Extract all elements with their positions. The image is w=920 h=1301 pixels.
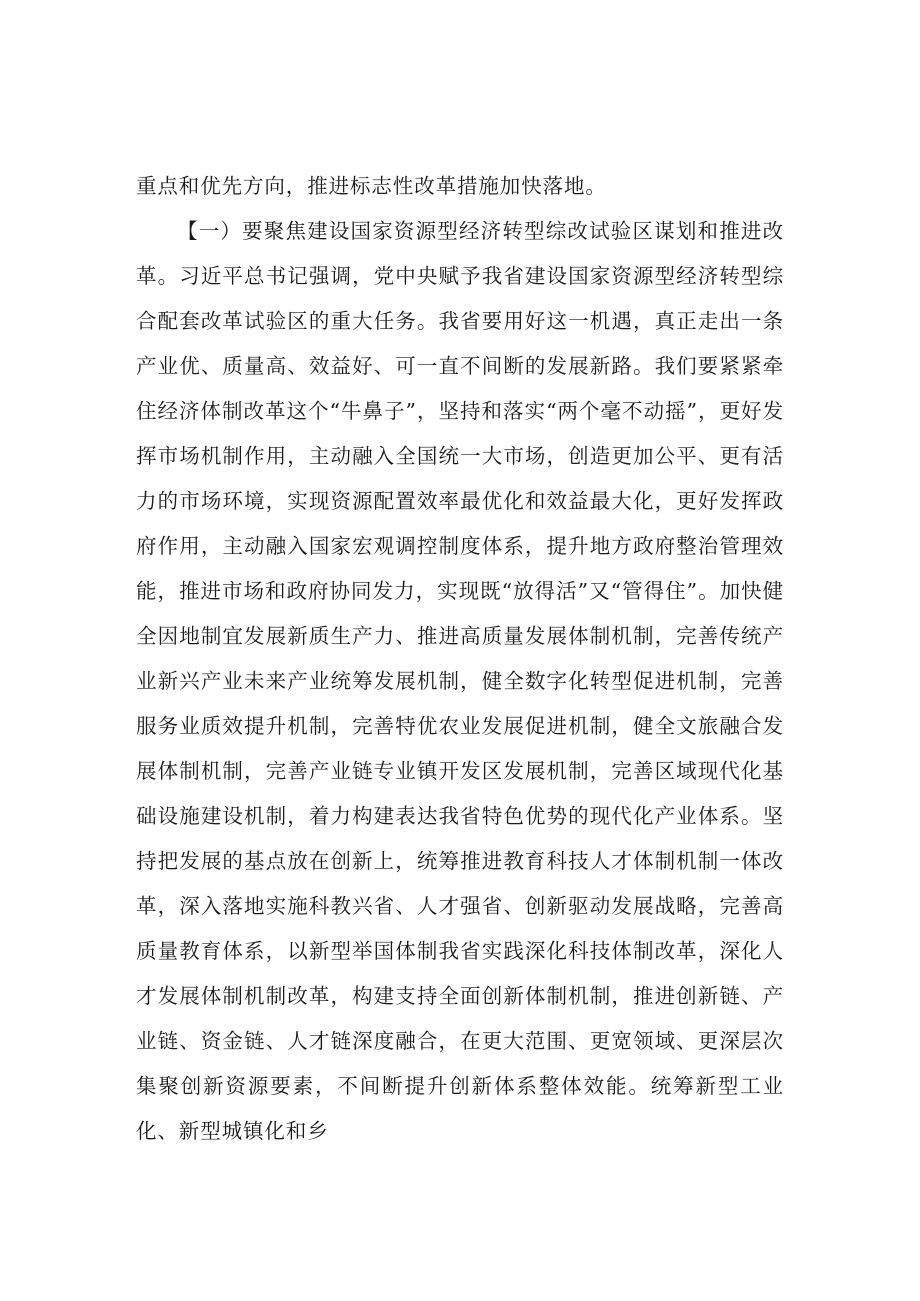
section-body: 习近平总书记强调，党中央赋予我省建设国家资源型经济转型综合配套改革试验区的重大任务。我省要用好这一机遇，真正走出一条产业优、质量高、效益好、可一直不间断的发展新路。我们要紧紧牵住经济体制改革这个“牛鼻子”，坚持和落实“两个毫不动摇”，更好发挥市场机制作用，主动融入全国统一大市场，创造更加公平、更有活力的市场环境，实现资源配置效率最优化和效益最大化，更好发挥政府作用，主动融入国家宏观调控制度体系，提升地方政府整治管理效能，推进市场和政府协同发力，实现既“放得活”又“管得住”。加快健全因地制宜发展新质生产力、推进高质量发展体制机制，完善传统产业新兴产业未来产业统筹发展机制，健全数字化转型促进机制，完善服务业质效提升机制，完善特优农业发展促进机制，健全文旅融合发展体制机制，完善产业链专业镇开发区发展机制，完善区域现代化基础设施建设机制，着力构建表达我省特色优势的现代化产业体系。坚持把发展的基点放在创新上，统筹推进教育科技人才体制机制一体改革，深入落地实施科教兴省、人才强省、创新驱动发展战略，完善高质量教育体系，以新型举国体制我省实践深化科技体制改革，深化人才发展体制机制改革，构建支持全面创新体制机制，推进创新链、产业链、资金链、人才链深度融合，在更大范围、更宽领域、更深层次集聚创新资源要素，不间断提升创新体系整体效能。统筹新型工业化、新型城镇化和乡 (136, 264, 784, 1143)
continuation-paragraph: 重点和优先方向，推进标志性改革措施加快落地。 (136, 174, 607, 198)
section-paragraph (136, 209, 784, 1154)
section-heading: 【一）要聚焦建设国家资源型经济转型综改试验区谋划和推进改革。 (136, 219, 784, 288)
document-body (136, 164, 784, 1154)
